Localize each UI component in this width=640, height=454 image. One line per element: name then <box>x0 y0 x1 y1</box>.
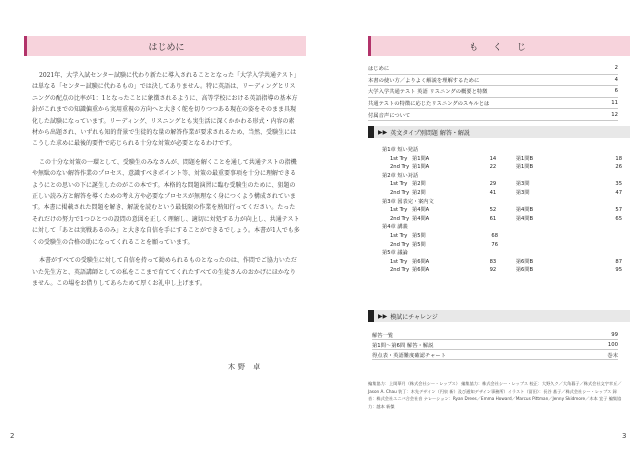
credits: 編集協力：上岡華月（株式会社シー・レップス） 編集協力：株式会社シー・レップス 校正：大野久ク／大角暮子／株式会社文字幸丘／Jason A. Chau 装丁：木先デザイン（円泉 新）及び通知デザイン事務所）イラスト（冨田）：長谷 基子／株式会社シー・レップス 録音：株式会社ユニバ合会社音 ナレーション：Ryan Drees／Emma Howard／Marcus Pittman／Jenny Skidmore／木本 宜子 編集協力：越本 新傑 <box>368 381 622 409</box>
try-row <box>382 206 622 215</box>
toc-entry[interactable]: 2nd Try 第2問 41 <box>390 189 497 196</box>
try-row <box>382 155 622 164</box>
toc-entry[interactable]: 2nd Try 第1問A 22 <box>390 164 497 171</box>
challenge-list <box>372 330 618 360</box>
toc-entry[interactable]: 得点表・英語難度確認チャート 巻末 <box>372 350 618 360</box>
chapter-title: 第5章 議論 <box>382 250 408 257</box>
toc-entry[interactable]: 本書の使い方／よりよく解説を理解するために 4 <box>368 75 618 87</box>
foreword-paragraph: この十分な対策の一環として、受験生のみなさんが、問題を解くことを通して共通テストの指機や無駄のない解答作業のプロセス、意識すべきポイント等、対策の最重要事項を十分に理解できるようにとの思いの下に誕生したのがこの本です。本格的な問題演習に臨む受験生のために、狙題の正しい読み方と解答を導くための考え方や必要なプロセスが無理なく身につくよう構成されています。本書に掲載された問題を解き、解説を読むという最低限の作業を熟知行ってください。たったそれだけの努力で1つひとつの設問の意図を正しく理解し、適切に対処する力が向上し、共通テストに対して「あとは実戦あるのみ」と大きな自信を手にすることができるでしょう。本書が1人でも多くの受験生の合格の助になってくれることを願っています。 <box>32 158 300 246</box>
chapter-title: 第2章 短い対話 <box>382 172 419 179</box>
toc-entry[interactable]: 第4問B 65 <box>515 215 622 222</box>
toc-entry[interactable]: 1st Try 第2問 29 <box>390 181 497 188</box>
toc-entry[interactable]: 第1問B 18 <box>515 155 622 162</box>
toc-entry[interactable]: 2nd Try 第4問A 61 <box>390 215 497 222</box>
toc-entry[interactable]: 第6問B 95 <box>515 267 622 274</box>
page-number-left: 2 <box>10 432 15 440</box>
double-arrow-icon: ▶▶ <box>378 128 388 136</box>
toc-entry[interactable]: はじめに 2 <box>368 63 618 75</box>
toc-entry[interactable]: 1st Try 第4問A 52 <box>390 207 497 214</box>
section-header-problems: ▶▶ 英文タイプ別問題 解答・解説 <box>368 126 630 138</box>
chapter-list <box>382 146 622 275</box>
toc-entry[interactable]: 1st Try 第5問 68 <box>390 232 498 239</box>
page-number-right: 3 <box>622 432 627 440</box>
toc-entry[interactable]: 第3問 47 <box>515 189 622 196</box>
toc-entry[interactable]: 大学入学共通テスト 英語 リスニングの概要と特徴 6 <box>368 86 618 98</box>
chapter-title: 第1章 短い発話 <box>382 147 419 153</box>
toc-entry[interactable]: 付属音声について 12 <box>368 109 618 121</box>
foreword-paragraph: 2021年、大学入試センター試験に代わり新たに導入されることとなった「大学入学共通テスト」は単なる「センター試験に代わるもの」では決してありません。特に英語は、リーディングとリスニングの配点の比率が1：1となったことに象徴されるように、高等学校における英語指導の基本方針がこれまでの知識偏重から実用重視の方向へと大きく舵を切りつつある現在の姿をそのまま具現化した試験になっています。リーディング、リスニングとも実生活に深くかかわる形式・内容の素材から出題され、いずれも知的背景で生徒的な量の解答作業が要求されるため、当然、受験生にはこうした求めに最後的要件で応じられる十分な対策が必要となるわけです。 <box>32 72 300 148</box>
author-name: 木野 卓 <box>228 363 264 371</box>
toc-entry[interactable]: 第1問〜第6問 解答・解説 100 <box>372 341 618 349</box>
toc-entry[interactable]: 第6問B 87 <box>515 258 622 265</box>
toc-entry[interactable]: 1st Try 第1問A 14 <box>390 155 497 162</box>
foreword-paragraph: 本書がすべての受験生に対して自信を持って勧められるものとなったのは、作問でご協力いただいた先生方と、英語講師としての私をここまで育ててくれたすべての生徒さんのおかげにほかなりません。この場をお借りしてあらためて厚くお礼申し上げます。 <box>32 257 297 287</box>
chapter-title: 第4章 講義 <box>382 224 408 231</box>
right-page <box>320 0 640 454</box>
try-row <box>382 258 622 267</box>
toc-header <box>368 36 630 56</box>
try-row <box>382 266 622 275</box>
foreword-title: はじめに <box>148 42 185 53</box>
foreword-body <box>32 70 300 296</box>
toc-entry[interactable]: 2nd Try 第5問 76 <box>390 241 498 248</box>
toc-entry[interactable]: 1st Try 第6問A 83 <box>390 258 497 265</box>
try-row <box>382 232 622 241</box>
try-row <box>382 215 622 224</box>
double-arrow-icon: ▶▶ <box>378 312 388 320</box>
try-row <box>382 163 622 172</box>
toc-entry[interactable]: 解答一覧 99 <box>372 331 618 339</box>
try-row <box>382 180 622 189</box>
toc-entry[interactable]: 2nd Try 第6問A 92 <box>390 267 497 274</box>
toc-entry[interactable]: 共通テストの特徴に応じたリスニングのスキルとは 11 <box>368 98 618 110</box>
toc-entry[interactable]: 第1問B 26 <box>515 164 622 171</box>
try-row <box>382 241 622 250</box>
chapter-title: 第3章 図表完・案内文 <box>382 198 434 205</box>
toc-entry[interactable]: 第3問 35 <box>515 181 622 188</box>
toc-entry[interactable]: 第4問B 57 <box>515 207 622 214</box>
section-header-challenge: ▶▶ 模試にチャレンジ <box>368 310 630 322</box>
try-row <box>382 189 622 198</box>
foreword-header <box>24 36 306 56</box>
toc-title: も く じ <box>469 42 532 53</box>
toc-top-list <box>368 63 618 121</box>
